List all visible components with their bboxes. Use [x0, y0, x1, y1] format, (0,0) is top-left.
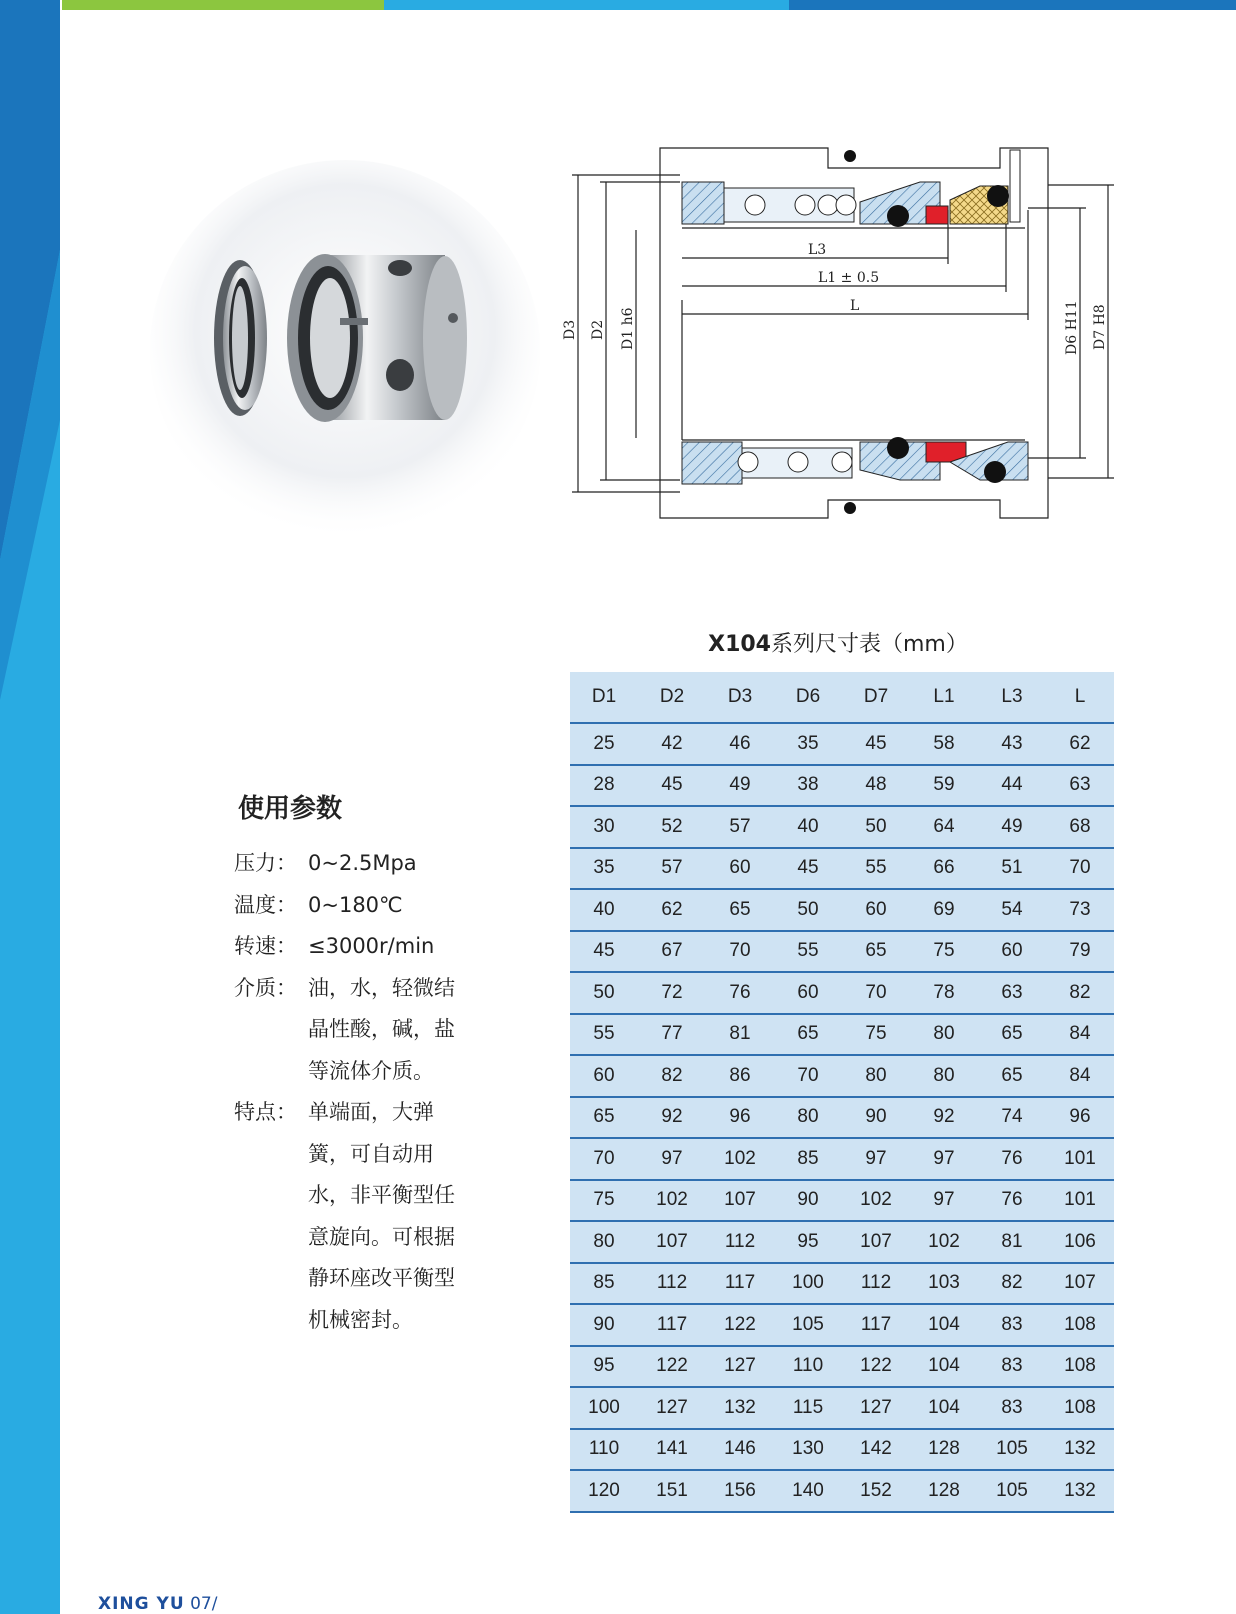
table-row: [570, 1304, 1114, 1346]
left-color-band: [0, 0, 60, 1614]
table-cell: 79: [1046, 931, 1114, 973]
table-cell: 152: [842, 1470, 910, 1512]
table-row: [570, 1180, 1114, 1222]
dimension-table: [570, 672, 1114, 1513]
table-cell: 104: [910, 1346, 978, 1388]
table-cell: 40: [774, 806, 842, 848]
cross-section-drawing: [560, 140, 1160, 540]
param-value-line: 水，非平衡型任: [308, 1183, 455, 1207]
table-cell: 128: [910, 1470, 978, 1512]
table-cell: 122: [842, 1346, 910, 1388]
footer: [98, 1594, 217, 1614]
table-cell: 151: [638, 1470, 706, 1512]
table-cell: 90: [842, 1097, 910, 1139]
table-cell: 107: [638, 1221, 706, 1263]
param-row: [234, 1092, 494, 1341]
table-cell: 112: [638, 1263, 706, 1305]
table-cell: 65: [706, 889, 774, 931]
table-cell: 60: [978, 931, 1046, 973]
table-cell: 40: [570, 889, 638, 931]
param-key: 温度：: [234, 892, 297, 917]
table-cell: 46: [706, 723, 774, 765]
param-value: [308, 885, 494, 927]
table-cell: 97: [910, 1138, 978, 1180]
table-cell: 72: [638, 972, 706, 1014]
table-cell: 83: [978, 1304, 1046, 1346]
table-row: [570, 848, 1114, 890]
table-cell: 55: [570, 1014, 638, 1056]
table-cell: 35: [774, 723, 842, 765]
params-list: [234, 843, 494, 1341]
table-cell: 75: [570, 1180, 638, 1222]
table-cell: 65: [570, 1097, 638, 1139]
table-cell: 48: [842, 765, 910, 807]
table-body: [570, 723, 1114, 1512]
table-cell: 70: [1046, 848, 1114, 890]
table-cell: 70: [706, 931, 774, 973]
table-cell: 50: [570, 972, 638, 1014]
param-key: 转速：: [234, 934, 297, 958]
label-d6: D6 H11: [1064, 300, 1080, 355]
table-cell: 80: [774, 1097, 842, 1139]
table-title-model: X104: [708, 632, 771, 657]
top-bar-blue: [789, 0, 1236, 10]
table-row: [570, 1387, 1114, 1429]
table-cell: 128: [910, 1429, 978, 1471]
param-value-line: 静环座改平衡型: [308, 1266, 455, 1290]
table-header-row: [570, 672, 1114, 723]
table-cell: 156: [706, 1470, 774, 1512]
table-cell: 82: [978, 1263, 1046, 1305]
label-l3: L3: [808, 242, 827, 258]
table-cell: 70: [774, 1055, 842, 1097]
param-value-line: 簧，可自动用: [308, 1141, 434, 1166]
top-bar-lightblue: [384, 0, 789, 10]
table-title-suffix: 系列尺寸表（mm）: [771, 632, 968, 657]
table-cell: 142: [842, 1429, 910, 1471]
param-value-line: ≤3000r/min: [308, 934, 435, 958]
table-row: [570, 1263, 1114, 1305]
param-value: [308, 926, 494, 968]
table-cell: 86: [706, 1055, 774, 1097]
label-l: L: [850, 298, 860, 314]
table-cell: 28: [570, 765, 638, 807]
table-cell: 59: [910, 765, 978, 807]
table-cell: 115: [774, 1387, 842, 1429]
table-cell: 65: [978, 1055, 1046, 1097]
table-cell: 104: [910, 1387, 978, 1429]
table-cell: 45: [842, 723, 910, 765]
table-header-cell: L1: [910, 672, 978, 723]
table-cell: 65: [774, 1014, 842, 1056]
table-cell: 97: [910, 1180, 978, 1222]
table-header-cell: L3: [978, 672, 1046, 723]
table-cell: 101: [1046, 1180, 1114, 1222]
table-cell: 83: [978, 1346, 1046, 1388]
table-cell: 112: [842, 1263, 910, 1305]
param-value-line: 单端面，大弹: [308, 1100, 434, 1124]
param-key: 特点：: [234, 1100, 297, 1124]
param-key: 压力：: [234, 851, 297, 875]
table-cell: 51: [978, 848, 1046, 890]
label-d7: D7 H8: [1092, 304, 1108, 350]
table-cell: 102: [706, 1138, 774, 1180]
table-row: [570, 931, 1114, 973]
param-value: [308, 843, 494, 885]
table-cell: 110: [570, 1429, 638, 1471]
table-cell: 117: [638, 1304, 706, 1346]
param-value-line: 等流体介质。: [308, 1058, 434, 1083]
table-cell: 57: [706, 806, 774, 848]
param-row: [234, 885, 494, 927]
table-cell: 63: [1046, 765, 1114, 807]
table-cell: 95: [774, 1221, 842, 1263]
table-cell: 105: [978, 1429, 1046, 1471]
product-photo: [150, 160, 540, 540]
table-cell: 81: [978, 1221, 1046, 1263]
table-cell: 101: [1046, 1138, 1114, 1180]
table-cell: 54: [978, 889, 1046, 931]
table-cell: 68: [1046, 806, 1114, 848]
param-row: [234, 843, 494, 885]
table-header-cell: L: [1046, 672, 1114, 723]
table-cell: 102: [638, 1180, 706, 1222]
table-cell: 108: [1046, 1387, 1114, 1429]
table-row: [570, 1014, 1114, 1056]
table-row: [570, 889, 1114, 931]
param-value-line: 意旋向。可根据: [308, 1224, 455, 1249]
table-cell: 141: [638, 1429, 706, 1471]
table-cell: 120: [570, 1470, 638, 1512]
table-cell: 35: [570, 848, 638, 890]
footer-page-number: 07/: [190, 1594, 218, 1614]
table-row: [570, 765, 1114, 807]
param-row: [234, 968, 494, 1093]
table-cell: 80: [910, 1014, 978, 1056]
table-row: [570, 1429, 1114, 1471]
table-cell: 76: [978, 1138, 1046, 1180]
table-cell: 30: [570, 806, 638, 848]
table-cell: 104: [910, 1304, 978, 1346]
table-cell: 55: [842, 848, 910, 890]
table-cell: 50: [774, 889, 842, 931]
table-cell: 75: [842, 1014, 910, 1056]
table-cell: 64: [910, 806, 978, 848]
table-cell: 117: [842, 1304, 910, 1346]
table-cell: 81: [706, 1014, 774, 1056]
table-cell: 85: [774, 1138, 842, 1180]
table-cell: 90: [774, 1180, 842, 1222]
table-cell: 60: [774, 972, 842, 1014]
table-cell: 52: [638, 806, 706, 848]
table-cell: 49: [706, 765, 774, 807]
table-row: [570, 1346, 1114, 1388]
table-cell: 49: [978, 806, 1046, 848]
table-cell: 132: [706, 1387, 774, 1429]
table-cell: 102: [910, 1221, 978, 1263]
param-value-line: 晶性酸，碱，盐: [308, 1017, 455, 1041]
table-cell: 63: [978, 972, 1046, 1014]
table-cell: 122: [638, 1346, 706, 1388]
table-cell: 84: [1046, 1055, 1114, 1097]
table-row: [570, 972, 1114, 1014]
table-cell: 132: [1046, 1429, 1114, 1471]
table-cell: 127: [842, 1387, 910, 1429]
table-row: [570, 1221, 1114, 1263]
table-cell: 92: [638, 1097, 706, 1139]
table-cell: 112: [706, 1221, 774, 1263]
table-cell: 132: [1046, 1470, 1114, 1512]
param-key: 介质：: [234, 975, 297, 1000]
top-bar-green: [62, 0, 384, 10]
table-title: [568, 627, 1108, 658]
table-cell: 108: [1046, 1304, 1114, 1346]
table-cell: 108: [1046, 1346, 1114, 1388]
table-cell: 96: [1046, 1097, 1114, 1139]
table-cell: 130: [774, 1429, 842, 1471]
table-cell: 107: [1046, 1263, 1114, 1305]
table-row: [570, 806, 1114, 848]
table-cell: 105: [774, 1304, 842, 1346]
param-value-line: 机械密封。: [308, 1307, 413, 1332]
table-cell: 100: [570, 1387, 638, 1429]
table-cell: 100: [774, 1263, 842, 1305]
table-cell: 82: [638, 1055, 706, 1097]
params-heading: 使用参数: [238, 794, 343, 824]
param-value-line: 0~180℃: [308, 892, 403, 917]
table-cell: 102: [842, 1180, 910, 1222]
table-cell: 106: [1046, 1221, 1114, 1263]
table-cell: 78: [910, 972, 978, 1014]
table-cell: 95: [570, 1346, 638, 1388]
table-cell: 69: [910, 889, 978, 931]
table-header-cell: D7: [842, 672, 910, 723]
table-cell: 42: [638, 723, 706, 765]
table-cell: 127: [638, 1387, 706, 1429]
table-cell: 105: [978, 1470, 1046, 1512]
table-cell: 70: [570, 1138, 638, 1180]
table-row: [570, 1138, 1114, 1180]
table-cell: 75: [910, 931, 978, 973]
table-cell: 127: [706, 1346, 774, 1388]
label-d1: D1 h6: [620, 307, 636, 350]
table-cell: 97: [842, 1138, 910, 1180]
table-cell: 43: [978, 723, 1046, 765]
table-header-cell: D3: [706, 672, 774, 723]
param-value: [308, 968, 494, 1093]
param-row: [234, 926, 494, 968]
table-cell: 45: [638, 765, 706, 807]
table-cell: 85: [570, 1263, 638, 1305]
table-cell: 77: [638, 1014, 706, 1056]
table-header-cell: D6: [774, 672, 842, 723]
table-cell: 58: [910, 723, 978, 765]
table-cell: 117: [706, 1263, 774, 1305]
table-cell: 50: [842, 806, 910, 848]
param-value-line: 油，水，轻微结: [308, 975, 455, 1000]
param-value-line: 0~2.5Mpa: [308, 851, 417, 875]
footer-brand: XING YU: [98, 1594, 185, 1614]
table-row: [570, 1055, 1114, 1097]
table-cell: 67: [638, 931, 706, 973]
table-cell: 107: [706, 1180, 774, 1222]
table-cell: 60: [842, 889, 910, 931]
table-row: [570, 723, 1114, 765]
table-cell: 57: [638, 848, 706, 890]
table-cell: 107: [842, 1221, 910, 1263]
table-cell: 60: [570, 1055, 638, 1097]
table-cell: 140: [774, 1470, 842, 1512]
table-cell: 60: [706, 848, 774, 890]
table-cell: 73: [1046, 889, 1114, 931]
table-cell: 74: [978, 1097, 1046, 1139]
table-cell: 80: [842, 1055, 910, 1097]
table-cell: 45: [570, 931, 638, 973]
table-row: [570, 1097, 1114, 1139]
table-cell: 76: [706, 972, 774, 1014]
label-d3: D3: [562, 319, 578, 340]
table-cell: 103: [910, 1263, 978, 1305]
table-cell: 76: [978, 1180, 1046, 1222]
table-cell: 92: [910, 1097, 978, 1139]
table-cell: 44: [978, 765, 1046, 807]
table-cell: 38: [774, 765, 842, 807]
table-cell: 65: [978, 1014, 1046, 1056]
table-cell: 82: [1046, 972, 1114, 1014]
table-cell: 66: [910, 848, 978, 890]
label-d2: D2: [590, 319, 606, 340]
table-header-cell: D1: [570, 672, 638, 723]
table-cell: 90: [570, 1304, 638, 1346]
table-row: [570, 1470, 1114, 1512]
table-cell: 146: [706, 1429, 774, 1471]
table-cell: 84: [1046, 1014, 1114, 1056]
table-cell: 122: [706, 1304, 774, 1346]
table-cell: 62: [638, 889, 706, 931]
table-cell: 55: [774, 931, 842, 973]
table-cell: 83: [978, 1387, 1046, 1429]
table-cell: 97: [638, 1138, 706, 1180]
table-cell: 110: [774, 1346, 842, 1388]
table-cell: 96: [706, 1097, 774, 1139]
table-cell: 25: [570, 723, 638, 765]
table-cell: 80: [570, 1221, 638, 1263]
table-cell: 45: [774, 848, 842, 890]
top-color-bar: [62, 0, 1236, 10]
table-cell: 80: [910, 1055, 978, 1097]
usage-parameters: [234, 788, 494, 1341]
table-cell: 70: [842, 972, 910, 1014]
param-value: [308, 1092, 494, 1341]
table-cell: 62: [1046, 723, 1114, 765]
table-cell: 65: [842, 931, 910, 973]
label-l1: L1 ± 0.5: [818, 270, 880, 286]
table-header-cell: D2: [638, 672, 706, 723]
